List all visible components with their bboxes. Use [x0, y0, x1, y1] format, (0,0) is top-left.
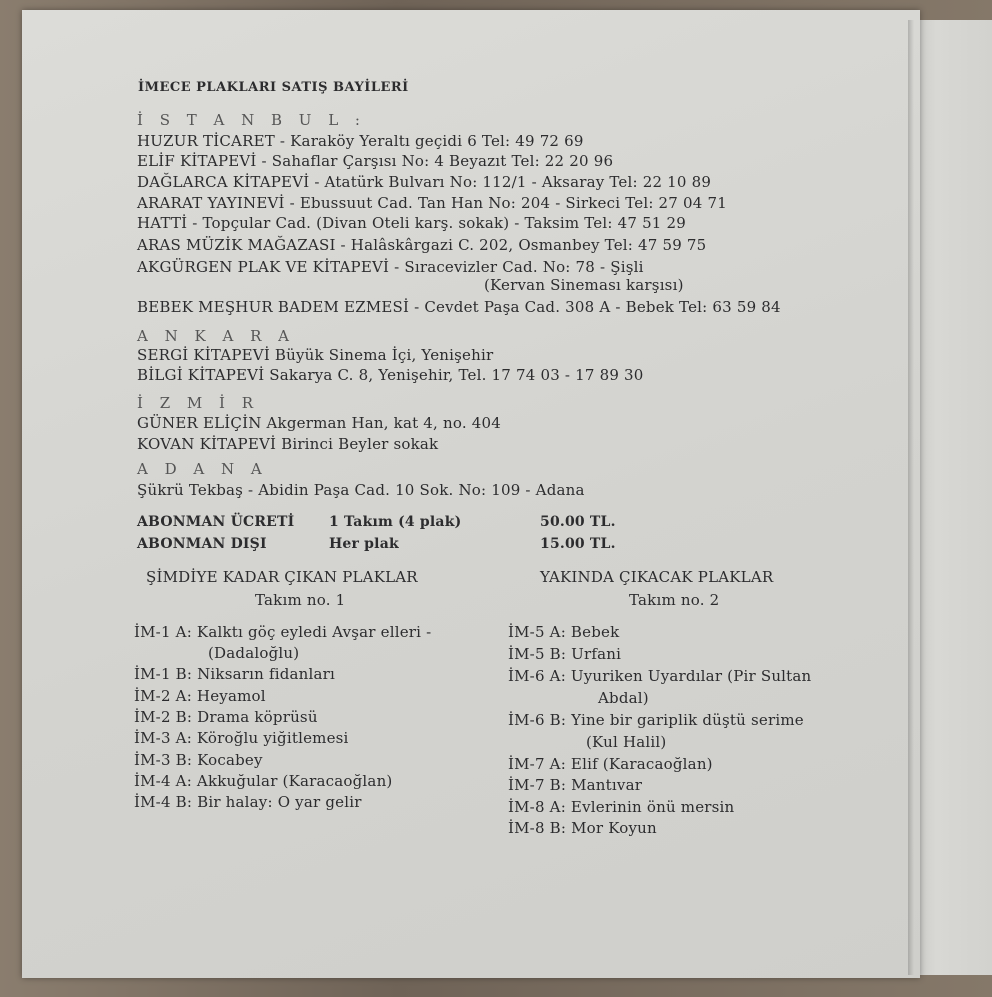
dealer-line: BİLGİ KİTAPEVİ Sakarya C. 8, Yenişehir, Tel. 17 74 03 - 17 89 30: [137, 366, 644, 384]
price-value: 50.00 TL.: [540, 514, 616, 530]
dealer-line: ARAS MÜZİK MAĞAZASI - Halâskârgazi C. 202, Osmanbey Tel: 47 59 75: [137, 236, 707, 254]
city-heading-ankara: A N K A R A: [137, 327, 295, 345]
dealer-line: ARARAT YAYINEVİ - Ebussuut Cad. Tan Han No: 204 - Sirkeci Tel: 27 04 71: [137, 194, 727, 212]
dealer-line: ELİF KİTAPEVİ - Sahaflar Çarşısı No: 4 Beyazıt Tel: 22 20 96: [137, 152, 614, 170]
dealer-line: Şükrü Tekbaş - Abidin Paşa Cad. 10 Sok. No: 109 - Adana: [137, 481, 585, 499]
price-label: ABONMAN ÜCRETİ: [137, 514, 295, 530]
facing-page: [912, 20, 992, 975]
upcoming-item: İM-6 A: Uyuriken Uyardılar (Pir Sultan: [508, 667, 812, 685]
released-item: (Dadaloğlu): [208, 644, 300, 662]
dealer-line: HUZUR TİCARET - Karaköy Yeraltı geçidi 6 Tel: 49 72 69: [137, 132, 584, 150]
price-detail: 1 Takım (4 plak): [329, 514, 462, 530]
released-item: İM-1 B: Niksarın fidanları: [134, 665, 336, 683]
upcoming-item: İM-7 A: Elif (Karacaoğlan): [508, 755, 713, 773]
upcoming-item: (Kul Halil): [586, 733, 667, 751]
released-heading: ŞİMDİYE KADAR ÇIKAN PLAKLAR: [146, 568, 418, 586]
dealer-line: SERGİ KİTAPEVİ Büyük Sinema İçi, Yenişehir: [137, 346, 494, 364]
page-title: İMECE PLAKLARI SATIŞ BAYİLERİ: [138, 80, 409, 95]
dealer-line: BEBEK MEŞHUR BADEM EZMESİ - Cevdet Paşa Cad. 308 A - Bebek Tel: 63 59 84: [137, 298, 781, 316]
upcoming-item: İM-7 B: Mantıvar: [508, 776, 643, 794]
upcoming-item: İM-8 A: Evlerinin önü mersin: [508, 798, 735, 816]
upcoming-item: İM-8 B: Mor Koyun: [508, 819, 657, 837]
released-item: İM-3 B: Kocabey: [134, 751, 263, 769]
price-value: 15.00 TL.: [540, 536, 616, 552]
dealer-line: GÜNER ELİÇİN Akgerman Han, kat 4, no. 404: [137, 414, 501, 432]
city-heading-adana: A D A N A: [137, 460, 268, 478]
released-set: Takım no. 1: [255, 591, 346, 609]
released-item: İM-3 A: Köroğlu yiğitlemesi: [134, 729, 349, 747]
released-item: İM-1 A: Kalktı göç eyledi Avşar elleri -: [134, 623, 432, 641]
released-item: İM-4 B: Bir halay: O yar gelir: [134, 793, 362, 811]
upcoming-item: Abdal): [598, 689, 649, 707]
dealer-line: AKGÜRGEN PLAK VE KİTAPEVİ - Sıracevizler Cad. No: 78 - Şişli: [137, 258, 644, 276]
upcoming-item: İM-6 B: Yine bir gariplik düştü serime: [508, 711, 804, 729]
upcoming-set: Takım no. 2: [629, 591, 720, 609]
price-detail: Her plak: [329, 536, 399, 552]
page-fold-shadow: [908, 20, 914, 975]
released-item: İM-2 B: Drama köprüsü: [134, 708, 318, 726]
dealer-line: HATTİ - Topçular Cad. (Divan Oteli karş. sokak) - Taksim Tel: 47 51 29: [137, 214, 687, 232]
dealer-line-note: (Kervan Sineması karşısı): [484, 276, 684, 294]
city-heading-istanbul: İ S T A N B U L :: [137, 111, 366, 129]
dealer-line: DAĞLARCA KİTAPEVİ - Atatürk Bulvarı No: 112/1 - Aksaray Tel: 22 10 89: [137, 173, 712, 191]
upcoming-item: İM-5 B: Urfani: [508, 645, 622, 663]
released-item: İM-2 A: Heyamol: [134, 687, 266, 705]
dealer-line: KOVAN KİTAPEVİ Birinci Beyler sokak: [137, 435, 439, 453]
upcoming-item: İM-5 A: Bebek: [508, 623, 620, 641]
released-item: İM-4 A: Akkuğular (Karacaoğlan): [134, 772, 393, 790]
city-heading-izmir: İ Z M İ R: [137, 394, 259, 412]
upcoming-heading: YAKINDA ÇIKACAK PLAKLAR: [540, 568, 774, 586]
price-label: ABONMAN DIŞI: [137, 536, 267, 552]
